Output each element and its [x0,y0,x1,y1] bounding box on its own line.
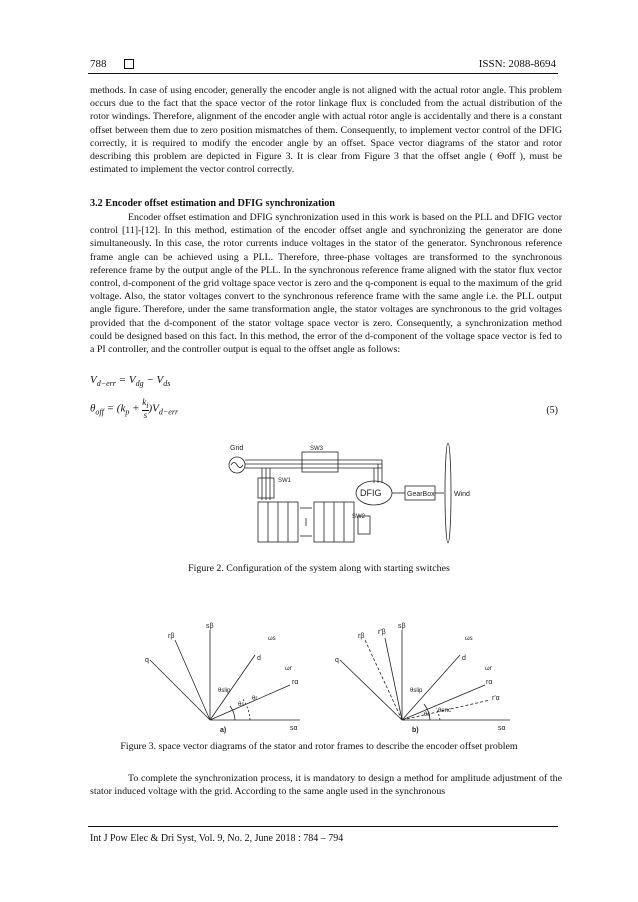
grid-bus-lines [245,460,382,483]
axis-rb-a [175,640,210,720]
label-rb-b: rβ [358,633,365,640]
equation-theta-off: $\theta_{off} = (k_p$ + $\frac{k_i}{s}$ )$V_{d-err}$ [90,397,179,420]
figure-3-caption: Figure 3. space vector diagrams of the stator and rotor frames to describe the encoder offset problem [120,741,518,752]
converter-grid-side [258,502,298,542]
label-a: a) [220,727,227,734]
fig2-gearbox-label: GearBox [407,491,435,498]
figure-3-diagram [140,620,520,740]
label-ws-b: ωs [465,636,473,642]
label-d-b: d [462,655,466,662]
label-theta-s-b: θs [424,712,431,718]
arc-theta-s-a [230,706,235,720]
paragraph-1: methods. In case of using encoder, generally the encoder angle is not aligned with the actual rotor angle. This problem occurs due to the fact that the space vector of the rotor linkage flux is concluded from the actual distribution of the rotor windings. Therefore, alignment of the encoder angle with actual rotor angle is accidentally and there is a constant offset between them due to zero position mismatches of them. Consequently, to implement vector control of the DFIG correctly, it is required to modify the encoder angle by an offset. Space vector diagrams of the stator and rotor describing this problem are depicted in Figure 3. It is clear from Figure 3 that the offset angle ( Θoff ), must be estimated to implement the vector control correctly. [90,85,562,176]
equation-number: (5) [546,405,558,416]
label-rb-prime-b: r'β [378,629,386,636]
paragraph-2: Encoder offset estimation and DFIG synchronization used in this work is based on the PLL and DFIG vector control [11]-[12]. In this method, estimation of the encoder offset angle and synchronizing the generator are done simultaneously. In this case, the rotor currents induce voltages in the stator of the generator. Synchronous reference frame angle can be achieved using a PLL. Therefore, three-phase voltages are transformed to the synchronous reference frame by the output angle of the PLL. In the synchronous reference frame aligned with the stator flux vector control, d-component of the grid voltage space vector is zero and the q-component is equal to the maximum of the grid voltage. Also, the stator voltages convert to the synchronous reference frame with the same angle i.e. the PLL output angle figure. Therefore, under the same transformation angle, the stator voltages are synchronous to the grid voltages provided that the d-component of the stator voltage space vector is zero. Consequently, a synchronization method could be designed based on this fact. In this method, the error of the d-component of the voltage space vector is fed to a PI controller, and the controller output is equal to the offset angle as follows: [90,212,562,356]
header-box-icon [124,59,134,69]
label-wr-b: ωr [485,666,492,672]
fig2-wind-label: Wind [454,491,470,498]
journal-footer: Int J Pow Elec & Dri Syst, Vol. 9, No. 2, June 2018 : 784 – 794 [90,833,344,844]
fig2-sw3-label: SW3 [310,446,324,452]
page-number: 788 [90,58,107,70]
label-sb-a: sβ [206,623,214,630]
header-rule [88,73,558,74]
footer-rule [88,826,558,827]
label-ra-prime-b: r'α [492,695,500,702]
axis-q-b [340,660,402,720]
label-ws-a: ωs [268,636,276,642]
section-heading: 3.2 Encoder offset estimation and DFIG synchronization [90,198,335,209]
fig2-sw1-label: SW1 [278,478,292,484]
sine-icon [231,463,243,468]
dc-link-capacitor [300,508,312,536]
switch-sw1-group [258,468,274,500]
switch-sw3 [302,452,338,472]
label-b: b) [412,727,419,734]
turbine-blade [445,443,451,543]
figure-2-caption: Figure 2. Configuration of the system along with starting switches [188,563,450,574]
equation-verr: $V_{d-err} = V_{dg} - V_{ds}$ [90,374,171,389]
label-sa-a: sα [290,725,298,732]
axis-q-a [150,660,210,720]
paragraph-3: To complete the synchronization process, it is mandatory to design a method for amplitude adjustment of the stator induced voltage with the grid. According to the same angle used in the synchronous [90,773,562,798]
axis-rb-b [365,640,402,720]
label-wr-a: ωr [285,666,292,672]
figure-2-diagram [222,438,472,558]
converter-rotor-side [314,502,354,542]
issn: ISSN: 2088-8694 [478,58,556,70]
label-rb-a: rβ [168,633,175,640]
label-theta-slip-a: θslip [218,688,231,694]
label-theta-r-a: θr [252,696,258,702]
label-q-a: q [145,657,149,664]
label-sb-b: sβ [398,623,406,630]
label-sa-b: sα [498,725,506,732]
fig2-grid-label: Grid [230,445,244,452]
axis-rb-prime-b [385,638,402,720]
label-theta-slip-b: θslip [410,688,423,694]
label-ra-a: rα [292,679,299,686]
fig2-dfig-label: DFIG [360,488,382,498]
label-d-a: d [257,655,261,662]
label-theta-s-a: θs [238,702,245,708]
label-ra-b: rα [486,679,493,686]
label-q-b: q [335,657,339,664]
diagram-b [340,630,510,720]
diagram-a [150,630,300,720]
fig2-sw2-label: SW2 [352,514,366,520]
label-theta-enc-b: θenc [438,708,452,714]
